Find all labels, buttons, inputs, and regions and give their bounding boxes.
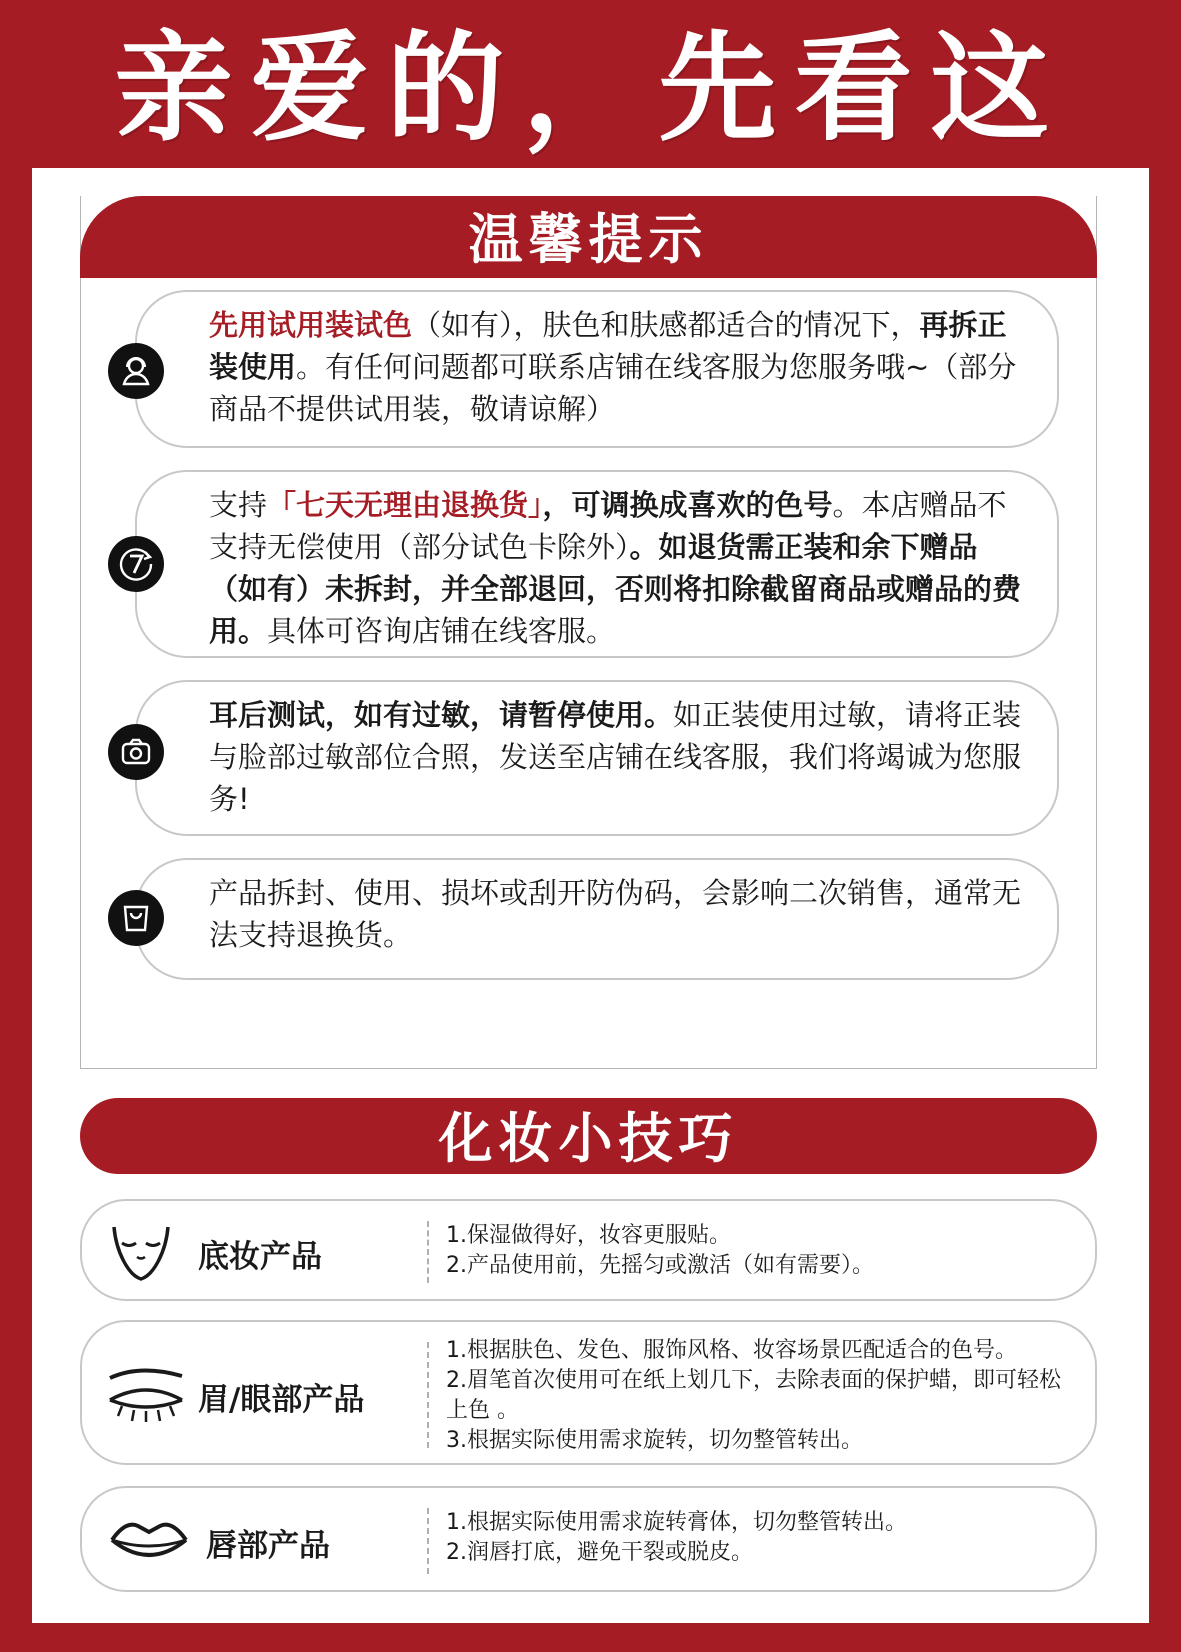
trick-card-base [80,1199,1097,1301]
tips-title: 温馨提示 [468,207,709,271]
tip-card-allergy [135,680,1059,836]
tricks-title: 化妆小技巧 [438,1106,739,1170]
customer-service-icon [108,343,164,399]
divider [427,1221,429,1283]
trick-card-eye [80,1320,1097,1465]
tip-text: 产品拆封、使用、损坏或刮开防伪码，会影响二次销售，通常无法支持退换货。 [209,876,1022,952]
trick-card-lips [80,1486,1097,1592]
tip-text: 支持「七天无理由退换货」，可调换成喜欢的色号。本店赠品不支持无偿使用（部分试色卡除外）。如退货需正装和余下赠品（如有）未拆封，并全部退回，否则将扣除截留商品或赠品的费用。具体可咨询店铺在线客服。 [209,488,1022,648]
tip-text: 先用试用装试色（如有），肤色和肤感都适合的情况下，再拆正装使用。有任何问题都可联系店铺在线客服为您服务哦~（部分商品不提供试用装，敬请谅解） [209,308,1017,426]
tip-card-trial [135,290,1059,448]
trick-label: 眉/眼部产品 [198,1382,365,1418]
content-sheet [32,168,1149,1623]
tip-text: 耳后测试，如有过敏，请暂停使用。如正装使用过敏，请将正装与脸部过敏部位合照，发送至店铺在线客服，我们将竭诚为您服务! [209,698,1022,816]
divider [427,1508,429,1574]
trick-label: 唇部产品 [206,1528,330,1564]
seven-day-return-icon [108,536,164,592]
face-icon [106,1221,176,1289]
tricks-banner [80,1098,1097,1174]
lips-icon [108,1514,190,1572]
trick-lines: 1.根据肤色、发色、服饰风格、妆容场景匹配适合的色号。 2.眉笔首次使用可在纸上划几下，去除表面的保护蜡，即可轻松上色 。 3.根据实际使用需求旋转，切勿整管转出。 [446,1338,1061,1453]
tip-card-return [135,470,1059,658]
trick-lines: 1.根据实际使用需求旋转膏体，切勿整管转出。 2.润唇打底，避免干裂或脱皮。 [446,1510,907,1565]
trick-lines: 1.保湿做得好，妆容更服贴。 2.产品使用前，先摇匀或激活（如有需要）。 [446,1223,874,1278]
shopping-bag-icon [108,890,164,946]
divider [427,1342,429,1448]
trick-label: 底妆产品 [198,1239,322,1275]
camera-icon [108,724,164,780]
eyebrow-eye-icon [104,1362,188,1432]
tips-banner [80,196,1097,278]
page-title: 亲爱的，先看这 [114,18,1067,157]
tip-card-no-return [135,858,1059,980]
